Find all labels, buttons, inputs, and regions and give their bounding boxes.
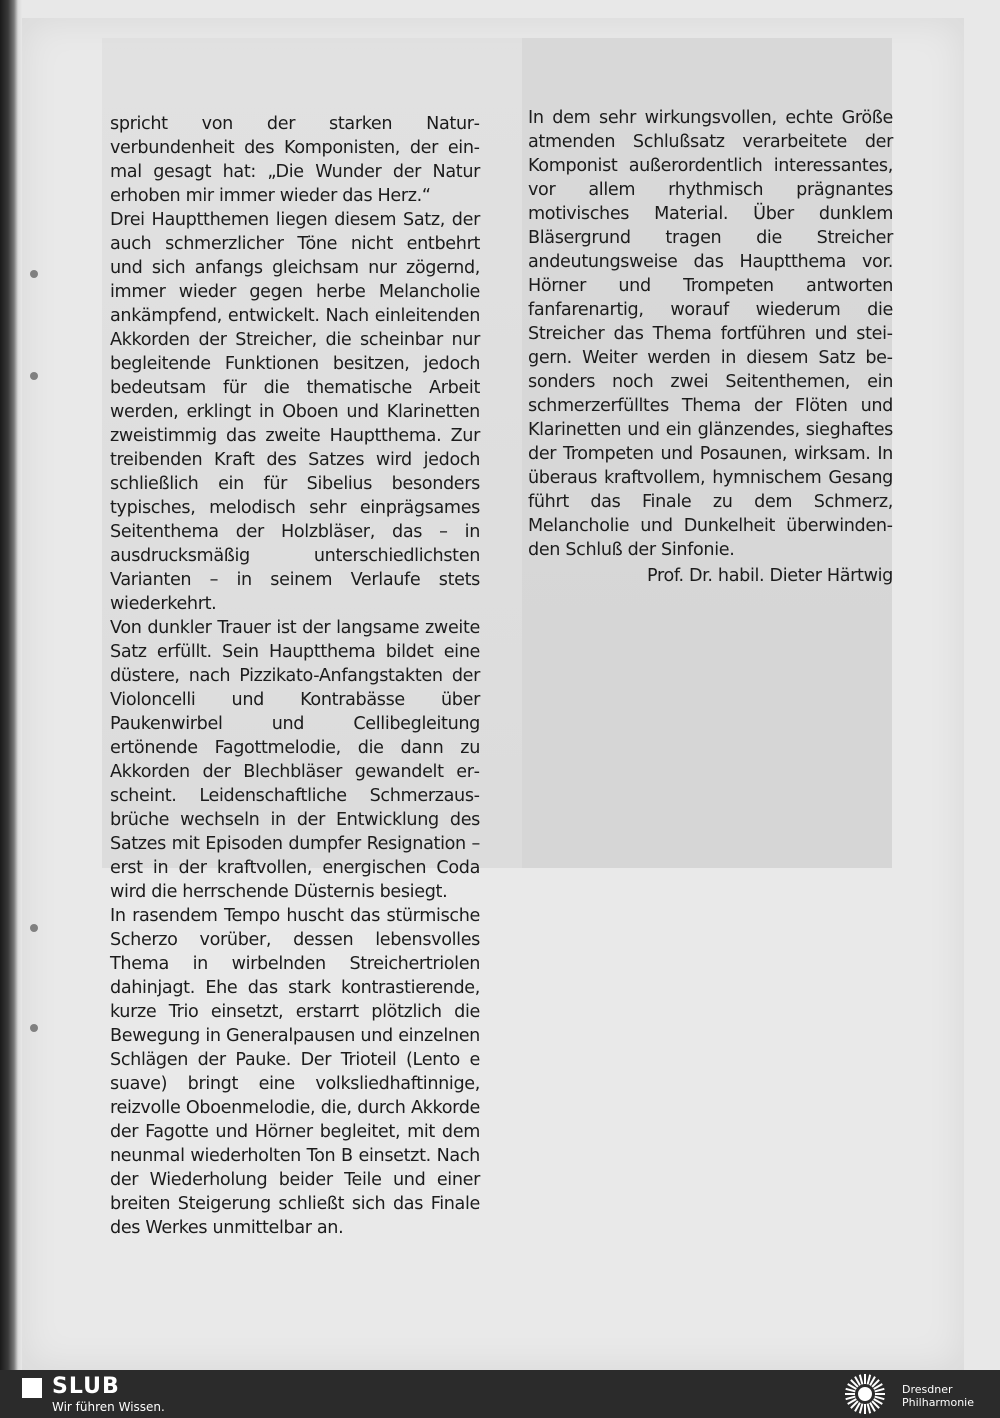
slub-logo-icon[interactable] [22, 1378, 42, 1398]
paragraph: In rasendem Tempo huscht das stürmische Scherzo vorüber, dessen lebensvolles Thema in wirbelnden Streichertriolen dahinjagt. Ehe das stark kontrastierende, kurze Trio einsetzt, erstarrt plötzlich die Bewegung in Generalpausen und einzelnen Schlägen der Pauke. Der Trioteil (Lento e suave) bringt eine volksliedhaftinnige, reizvolle Oboenmelodie, die, durch Akkorde der Fagotte und Hörner begleitet, mit dem neunmal wiederholten Ton B einsetzt. Nach der Wiederholung beider Teile und einer breiten Steigerung schließt sich das Finale des Werkes unmittelbar an. [110, 906, 480, 1238]
partner-name[interactable] [902, 1383, 974, 1409]
paragraph: In dem sehr wirkungsvollen, echte Größe atmenden Schlußsatz verarbeitete der Komponist außerordentlich interessantes, vor allem rhythmisch prägnantes motivisches Material. Über dunklem Bläsergrund tragen die Streicher andeutungsweise das Hauptthema vor. Hörner und Trompeten antworten fanfarenartig, worauf wiederum die Streicher das Thema fortführen und steigern. Weiter werden in diesem Satz besonders noch zwei Seitenthemen, ein schmerzerfülltes Thema der Flöten und Klarinetten und ein glänzendes, sieghaftes der Trompeten und Posaunen, wirksam. In überaus kraftvollem, hymnischem Gesang führt das Finale zu dem Schmerz, Melancholie und Dunkelheit überwindenden Schluß der Sinfonie. [528, 108, 893, 560]
viewer-footer [0, 1370, 1000, 1418]
partner-name-line2: Philharmonie [902, 1396, 974, 1409]
punch-hole-mark [30, 270, 38, 278]
paragraph: Drei Hauptthemen liegen diesem Satz, der auch schmerzlicher Töne nicht entbehrt und sich anfangs gleichsam nur zögernd, immer wieder gegen herbe Melancholie ankämpfend, entwickelt. Nach einleitenden Akkorden der Streicher, die scheinbar nur begleitende Funktionen besitzen, jedoch bedeutsam für die thematische Arbeit werden, erklingt in Oboen und Klarinetten zweistimmig das zweite Hauptthema. Zur treibenden Kraft des Satzes wird jedoch schließlich ein für Sibelius besonders typisches, melodisch sehr einprägsames Seitenthema der Holzbläser, das – in ausdrucksmäßig unterschiedlichsten Varianten – in seinem Verlaufe stets wiederkehrt. [110, 210, 480, 614]
library-name[interactable]: SLUB [52, 1374, 120, 1399]
philharmonie-logo-icon[interactable] [842, 1371, 888, 1417]
punch-hole-mark [30, 924, 38, 932]
author-signature: Prof. Dr. habil. Dieter Härtwig [647, 566, 893, 586]
text-column-right [528, 106, 893, 588]
punch-hole-mark [30, 1024, 38, 1032]
punch-hole-mark [30, 372, 38, 380]
library-tagline: Wir führen Wissen. [52, 1400, 165, 1414]
paragraph: spricht von der starken Naturverbundenheit des Komponisten, der einmal gesagt hat: „Die Wunder der Natur erhoben mir immer wieder das Herz.“ [110, 114, 480, 206]
text-column-left [110, 112, 480, 1240]
paragraph: Von dunkler Trauer ist der langsame zweite Satz erfüllt. Sein Hauptthema bildet eine düstere, nach Pizzikato-Anfangstakten der Violoncelli und Kontrabässe über Paukenwirbel und Cellibegleitung ertönende Fagottmelodie, die dann zu Akkorden der Blechbläser gewandelt erscheint. Leidenschaftliche Schmerzausbrüche wechseln in der Entwicklung des Satzes mit Episoden dumpfer Resignation – erst in der kraftvollen, energischen Coda wird die herrschende Düsternis besiegt. [110, 618, 480, 902]
partner-name-line1: Dresdner [902, 1383, 953, 1396]
